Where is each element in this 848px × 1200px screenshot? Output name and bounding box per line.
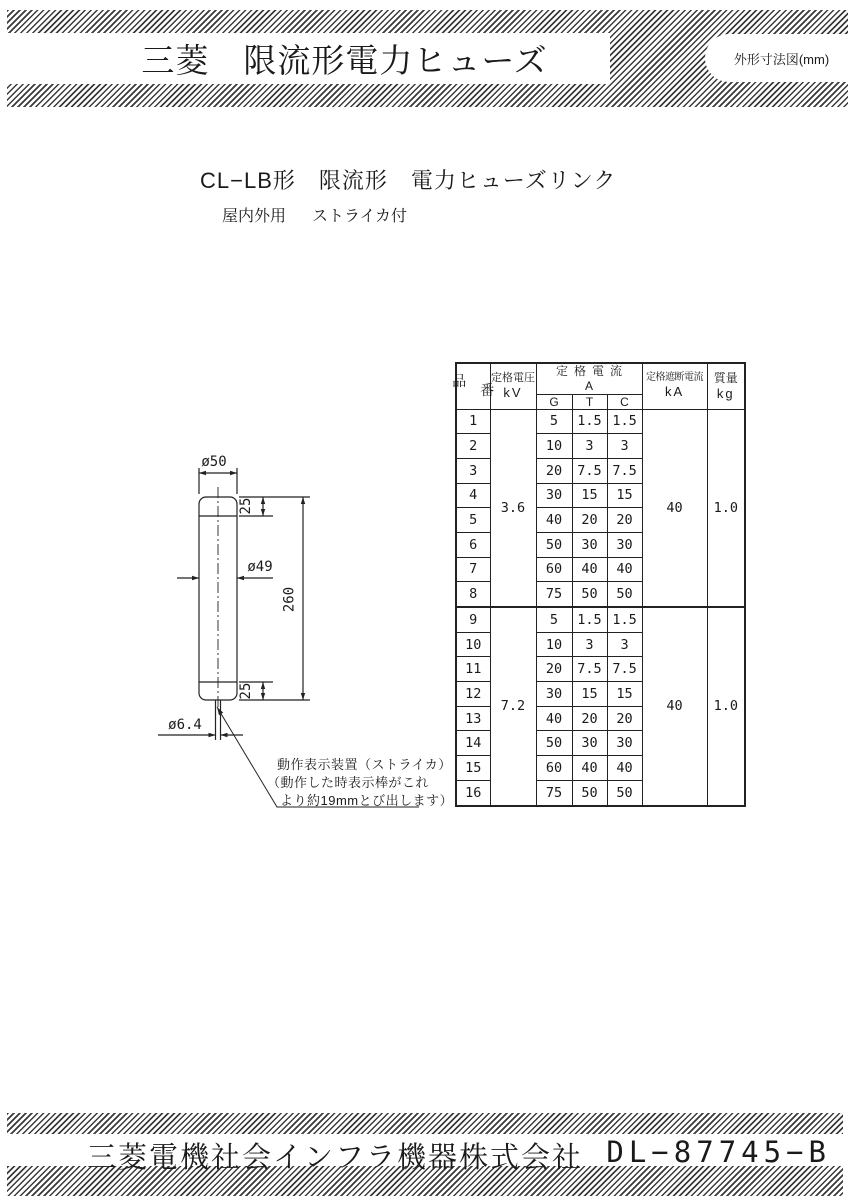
td-c: 20 xyxy=(607,706,642,731)
td-no: 4 xyxy=(456,483,490,508)
td-g: 5 xyxy=(536,607,572,632)
dim-total-length: 260 xyxy=(281,586,298,613)
td-g: 30 xyxy=(536,682,572,707)
usage-label: 屋内外用 xyxy=(222,208,287,225)
td-t: 40 xyxy=(572,756,607,781)
dim-cap-top: 25 xyxy=(238,497,254,515)
td-t: 30 xyxy=(572,731,607,756)
td-t: 15 xyxy=(572,682,607,707)
td-no: 10 xyxy=(456,632,490,657)
td-t: 7.5 xyxy=(572,458,607,483)
td-g: 30 xyxy=(536,483,572,508)
col-header-g: G xyxy=(536,394,572,409)
col-header-breaking: 定格遮断電流 kA xyxy=(642,363,707,409)
dim-top-diameter: ø50 xyxy=(201,454,227,470)
td-no: 6 xyxy=(456,532,490,557)
outline-dimension-drawing xyxy=(140,430,454,820)
page-title: 三菱 限流形電力ヒューズ xyxy=(141,42,548,79)
td-no: 1 xyxy=(456,409,490,434)
td-mass-group1: 1.0 xyxy=(707,409,745,607)
td-no: 16 xyxy=(456,780,490,805)
td-voltage-group1: 3.6 xyxy=(490,409,536,607)
table-row xyxy=(456,409,745,434)
col-header-current: 定格電流 A xyxy=(536,363,642,394)
td-g: 50 xyxy=(536,731,572,756)
td-g: 60 xyxy=(536,557,572,582)
product-usage-line xyxy=(222,203,407,226)
td-t: 1.5 xyxy=(572,409,607,434)
footer-strip xyxy=(7,1134,843,1174)
td-no: 7 xyxy=(456,557,490,582)
footer-banner xyxy=(7,1113,843,1196)
dim-body-diameter: ø49 xyxy=(247,559,273,575)
corner-label: 外形寸法図(mm) xyxy=(733,51,830,67)
td-breaking-group1: 40 xyxy=(642,409,707,607)
td-c: 40 xyxy=(607,756,642,781)
td-g: 75 xyxy=(536,582,572,607)
td-breaking-group2: 40 xyxy=(642,607,707,806)
col-header-voltage: 定格電圧 kV xyxy=(490,363,536,409)
td-no: 8 xyxy=(456,582,490,607)
td-c: 40 xyxy=(607,557,642,582)
td-t: 3 xyxy=(572,632,607,657)
company-name: 三菱電機社会インフラ機器株式会社 xyxy=(87,1142,584,1174)
td-t: 20 xyxy=(572,706,607,731)
td-g: 40 xyxy=(536,706,572,731)
col-header-item: 品番 xyxy=(456,363,490,409)
td-t: 30 xyxy=(572,532,607,557)
td-c: 7.5 xyxy=(607,657,642,682)
td-no: 13 xyxy=(456,706,490,731)
td-g: 75 xyxy=(536,780,572,805)
td-t: 40 xyxy=(572,557,607,582)
td-t: 20 xyxy=(572,508,607,533)
striker-note-line3: より約19mmとび出します） xyxy=(280,793,454,808)
td-no: 5 xyxy=(456,508,490,533)
td-c: 1.5 xyxy=(607,409,642,434)
td-t: 1.5 xyxy=(572,607,607,632)
dim-cap-bottom: 25 xyxy=(238,682,254,700)
td-c: 7.5 xyxy=(607,458,642,483)
td-no: 2 xyxy=(456,434,490,459)
td-no: 3 xyxy=(456,458,490,483)
td-g: 5 xyxy=(536,409,572,434)
td-g: 40 xyxy=(536,508,572,533)
col-header-c: C xyxy=(607,394,642,409)
td-mass-group2: 1.0 xyxy=(707,607,745,806)
td-c: 30 xyxy=(607,532,642,557)
title-box xyxy=(7,33,610,84)
td-voltage-group2: 7.2 xyxy=(490,607,536,806)
td-c: 15 xyxy=(607,682,642,707)
td-g: 20 xyxy=(536,657,572,682)
td-no: 12 xyxy=(456,682,490,707)
striker-note-line2: （動作した時表示棒がこれ xyxy=(267,775,430,790)
td-no: 14 xyxy=(456,731,490,756)
striker-note-line1: 動作表示装置（ストライカ） xyxy=(277,757,452,772)
td-no: 15 xyxy=(456,756,490,781)
td-t: 3 xyxy=(572,434,607,459)
corner-label-pill xyxy=(705,34,848,82)
td-c: 50 xyxy=(607,780,642,805)
td-c: 20 xyxy=(607,508,642,533)
td-g: 10 xyxy=(536,632,572,657)
td-no: 11 xyxy=(456,657,490,682)
td-t: 15 xyxy=(572,483,607,508)
td-c: 3 xyxy=(607,632,642,657)
td-g: 60 xyxy=(536,756,572,781)
td-c: 3 xyxy=(607,434,642,459)
td-g: 10 xyxy=(536,434,572,459)
col-header-mass: 質量 kg xyxy=(707,363,745,409)
td-t: 50 xyxy=(572,582,607,607)
striker-label: ストライカ付 xyxy=(312,208,408,225)
td-no: 9 xyxy=(456,607,490,632)
document-number: DL−87745−B xyxy=(606,1135,831,1169)
td-g: 50 xyxy=(536,532,572,557)
table-row xyxy=(456,607,745,632)
dim-striker-diameter: ø6.4 xyxy=(168,717,202,733)
product-type-title: CL−LB形 限流形 電力ヒューズリンク xyxy=(200,168,617,193)
header-banner xyxy=(7,10,848,107)
td-t: 7.5 xyxy=(572,657,607,682)
td-t: 50 xyxy=(572,780,607,805)
td-c: 15 xyxy=(607,483,642,508)
extension-lines-right xyxy=(239,497,310,700)
td-c: 50 xyxy=(607,582,642,607)
rating-table xyxy=(452,362,746,807)
td-c: 30 xyxy=(607,731,642,756)
col-header-t: T xyxy=(572,394,607,409)
td-g: 20 xyxy=(536,458,572,483)
td-c: 1.5 xyxy=(607,607,642,632)
spec-table-wrap xyxy=(452,362,746,807)
